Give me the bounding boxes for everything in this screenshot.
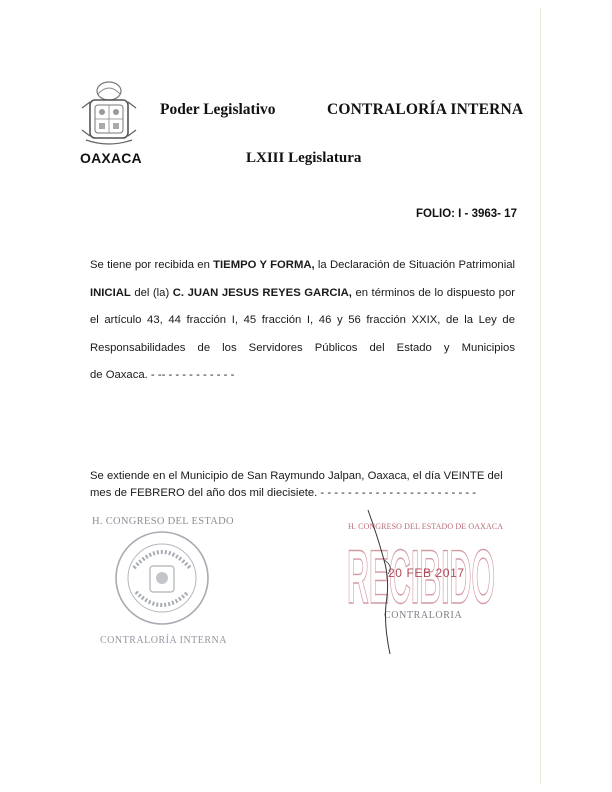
branch-title: Poder Legislativo — [160, 101, 276, 118]
text-run: del (la) — [130, 286, 173, 299]
handwritten-signature — [360, 508, 420, 656]
internal-comptroller-stamp-text: CONTRALORÍA INTERNA — [100, 635, 227, 646]
page-edge-line — [540, 8, 541, 784]
oaxaca-coat-of-arms-logo — [80, 80, 138, 146]
received-stamp-footer: CONTRALORIA — [384, 610, 463, 621]
received-stamp-heading: H. CONGRESO DEL ESTADO DE OAXACA — [348, 522, 504, 531]
text-run: Se tiene por recibida en — [90, 259, 214, 271]
office-title: CONTRALORÍA INTERNA — [327, 101, 524, 118]
received-date: 20 FEB 2017 — [388, 566, 465, 580]
text-run: en términos de lo dispuesto por el artículo 43, 44 fracción I, 45 fracción I, 46 y 56 fracción XXIX, de la Ley de Responsabilidades de los Servidores Públicos del Estado y Municipios — [90, 286, 516, 354]
legislature-title: LXIII Legislatura — [246, 150, 362, 166]
state-name: OAXACA — [80, 150, 142, 166]
text-run-bold: TIEMPO Y FORMA, — [213, 259, 315, 271]
congress-seal-stamp — [112, 528, 212, 628]
closing-paragraph: Se extiende en el Municipio de San Raymundo Jalpan, Oaxaca, el día VEINTE del mes de FEBRERO del año dos mil diecisiete. - - - - - - - - - - - - - - - - - - - - - - - — [90, 470, 503, 499]
text-run-last-line: de Oaxaca. - -- - - - - - - - - - - — [90, 369, 235, 382]
svg-text:RECIBIDO: RECIBIDO — [347, 535, 495, 613]
declarant-name: C. JUAN JESUS REYES GARCIA, — [172, 286, 352, 299]
congress-stamp-heading: H. CONGRESO DEL ESTADO — [92, 516, 234, 527]
text-run-bold: INICIAL — [90, 286, 131, 299]
folio-number: FOLIO: I - 3963- 17 — [416, 208, 517, 220]
text-run: la Declaración de Situación Patrimonial — [314, 259, 515, 271]
declaration-paragraph — [90, 252, 515, 390]
